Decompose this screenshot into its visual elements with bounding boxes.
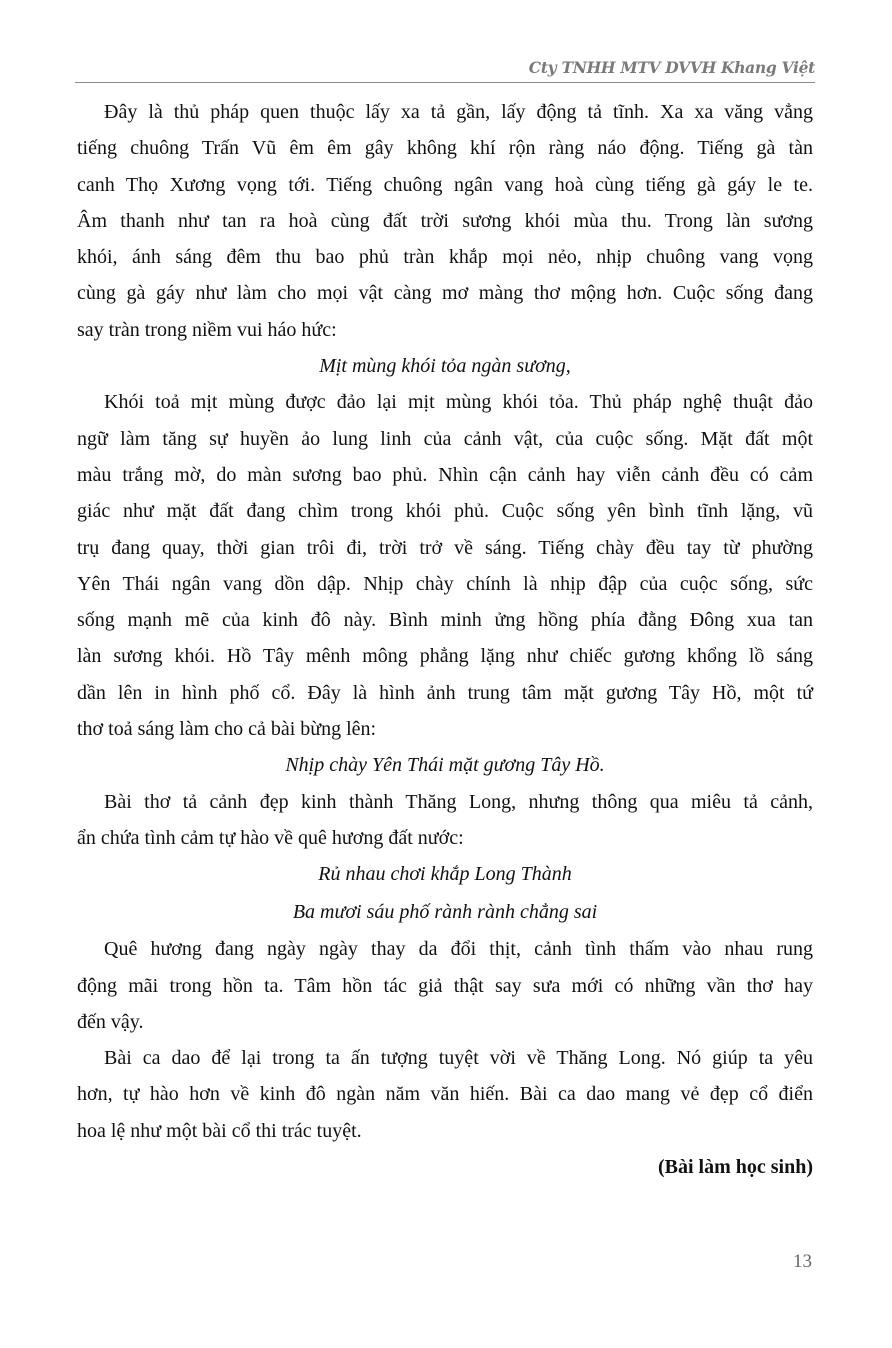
paragraph-line: cùng gà gáy như làm cho mọi vật càng mơ màng thơ mộng hơn. Cuộc sống đang [77,282,813,305]
paragraph-line: màu trắng mờ, do màn sương bao phủ. Nhìn cận cảnh hay viễn cảnh đều có cảm [77,463,813,486]
page-number: 13 [793,1251,812,1272]
paragraph-line: Yên Thái ngân vang dồn dập. Nhịp chày chính là nhịp đập của cuộc sống, sức [77,572,813,595]
paragraph-line: Âm thanh như tan ra hoà cùng đất trời sương khói mùa thu. Trong làn sương [77,209,813,232]
paragraph [77,94,813,348]
paragraph [77,931,813,1040]
essay-body [77,94,813,1185]
paragraph-line: dần lên in hình phố cổ. Đây là hình ảnh trung tâm mặt gương Tây Hồ, một tứ [77,681,813,704]
paragraph-line: trụ đang quay, thời gian trôi đi, trời trở về sáng. Tiếng chày đều tay từ phường [77,536,813,559]
paragraph-line: thơ toả sáng làm cho cả bài bừng lên: [77,718,377,741]
paragraph-line: làn sương khói. Hồ Tây mênh mông phẳng lặng như chiếc gương khổng lồ sáng [77,645,813,668]
paragraph-line: giác như mặt đất đang chìm trong khói phủ. Cuộc sống yên bình tĩnh lặng, vũ [77,500,813,523]
paragraph-line: Quê hương đang ngày ngày thay da đổi thịt, cảnh tình thấm vào nhau rung [104,938,813,961]
verse-line: Nhịp chày Yên Thái mặt gương Tây Hồ. [285,754,605,777]
paragraph-line: khói, ánh sáng đêm thu bao phủ tràn khắp mọi nẻo, nhịp chuông vang vọng [77,246,813,269]
signature: (Bài làm học sinh) [657,1156,813,1179]
running-header [75,56,815,83]
paragraph [77,384,813,747]
verse-line: Mịt mùng khói tỏa ngàn sương, [319,355,571,378]
paragraph-line: ẩn chứa tình cảm tự hào về quê hương đất nước: [77,826,464,849]
paragraph-line: hoa lệ như một bài cổ thi trác tuyệt. [77,1119,362,1142]
verse-line: Rủ nhau chơi khắp Long Thành [318,863,572,886]
paragraph-line: Đây là thủ pháp quen thuộc lấy xa tả gần, lấy động tả tĩnh. Xa xa văng vẳng [104,101,813,123]
paragraph-line: tiếng chuông Trấn Vũ êm êm gây không khí rộn ràng náo động. Tiếng gà tàn [77,137,813,160]
paragraph-line: canh Thọ Xương vọng tới. Tiếng chuông ngân vang hoà cùng tiếng gà gáy le te. [77,173,813,196]
paragraph [77,784,813,857]
paragraph-line: Bài ca dao để lại trong ta ấn tượng tuyệt vời về Thăng Long. Nó giúp ta yêu [104,1047,813,1070]
paragraph-line: động mãi trong hồn ta. Tâm hồn tác giả thật say sưa mới có những vần thơ hay [77,974,813,997]
paragraph-line: sống mạnh mẽ của kinh đô này. Bình minh ửng hồng phía đằng Đông xua tan [77,609,813,632]
paragraph-line: say tràn trong niềm vui háo hức: [77,318,337,341]
paragraph-line: Khói toả mịt mùng được đảo lại mịt mùng khói tỏa. Thủ pháp nghệ thuật đảo [104,391,813,414]
paragraph [77,1040,813,1149]
publisher-name: Cty TNHH MTV DVVH Khang Việt [528,58,815,77]
paragraph-line: Bài thơ tả cảnh đẹp kinh thành Thăng Long, nhưng thông qua miêu tả cảnh, [104,790,813,813]
paragraph-line: đến vậy. [77,1010,144,1033]
paragraph-line: ngữ làm tăng sự huyền ảo lung linh của cảnh vật, của cuộc sống. Mặt đất một [77,427,813,450]
paragraph-line: hơn, tự hào hơn về kinh đô ngàn năm văn hiến. Bài ca dao mang vẻ đẹp cổ điển [77,1083,813,1106]
verse-line: Ba mươi sáu phố rành rành chẳng sai [292,900,598,923]
